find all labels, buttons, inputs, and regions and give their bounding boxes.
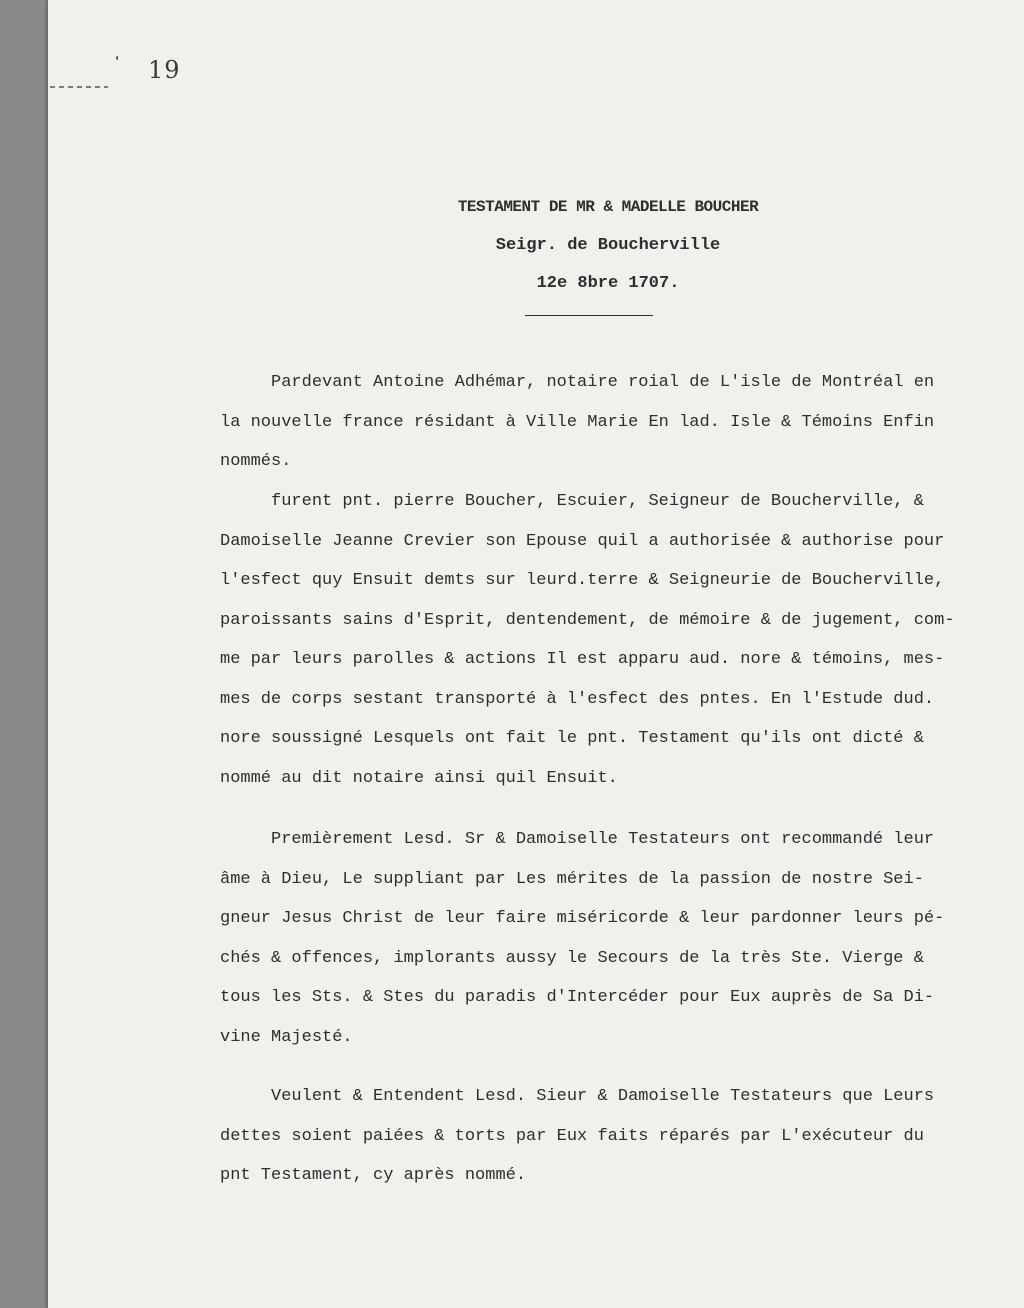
text-line: pnt Testament, cy après nommé. xyxy=(220,1166,527,1185)
text-line: Pardevant Antoine Adhémar, notaire roial de L'isle de Montréal en xyxy=(220,373,935,392)
document-date: 12e 8bre 1707. xyxy=(536,274,680,293)
text-line: me par leurs parolles & actions Il est apparu aud. nore & témoins, mes- xyxy=(220,650,945,669)
text-line: furent pnt. pierre Boucher, Escuier, Seigneur de Boucherville, & xyxy=(220,492,924,511)
text-line: vine Majesté. xyxy=(220,1027,353,1047)
text-line: l'esfect quy Ensuit demts sur leurd.terre & Seigneurie de Boucherville, xyxy=(220,571,945,590)
text-line: la nouvelle france résidant à Ville Marie En lad. Isle & Témoins Enfin xyxy=(220,412,935,432)
text-line: nommé au dit notaire ainsi quil Ensuit. xyxy=(220,768,618,788)
paragraph-preamble xyxy=(220,363,1024,482)
paragraph-parties xyxy=(220,482,1024,798)
text-line: nore soussigné Lesquels ont fait le pnt. Testament qu'ils ont dicté & xyxy=(220,729,924,748)
paragraph-debts-clause xyxy=(220,1077,1024,1196)
text-line: Veulent & Entendent Lesd. Sieur & Damoiselle Testateurs que Leurs xyxy=(220,1087,935,1106)
page-number: 19 xyxy=(148,56,181,84)
text-line: mes de corps sestant transporté à l'esfect des pntes. En l'Estude dud. xyxy=(220,689,935,709)
margin-pencil-marks xyxy=(48,40,118,100)
document-subtitle: Seigr. de Boucherville xyxy=(495,236,721,255)
document-page xyxy=(48,0,1024,1308)
paragraph-first-clause xyxy=(220,820,1024,1057)
title-underline xyxy=(525,315,653,316)
text-line: chés & offences, implorants aussy le Secours de la très Ste. Vierge & xyxy=(220,948,924,968)
text-line: âme à Dieu, Le suppliant par Les mérites de la passion de nostre Sei- xyxy=(220,869,924,889)
text-line: dettes soient paiées & torts par Eux faits réparés par L'exécuteur du xyxy=(220,1126,924,1146)
text-line: tous les Sts. & Stes du paradis d'Intercéder pour Eux auprès de Sa Di- xyxy=(220,988,935,1007)
text-line: nommés. xyxy=(220,452,292,471)
text-line: Premièrement Lesd. Sr & Damoiselle Testateurs ont recommandé leur xyxy=(220,830,935,849)
text-line: gneur Jesus Christ de leur faire miséricorde & leur pardonner leurs pé- xyxy=(220,909,945,928)
document-title: TESTAMENT DE MR & MADELLE BOUCHER xyxy=(457,198,759,216)
text-line: Damoiselle Jeanne Crevier son Epouse quil a authorisée & authorise pour xyxy=(220,531,945,551)
text-line: paroissants sains d'Esprit, dentendement, de mémoire & de jugement, com- xyxy=(220,610,955,630)
